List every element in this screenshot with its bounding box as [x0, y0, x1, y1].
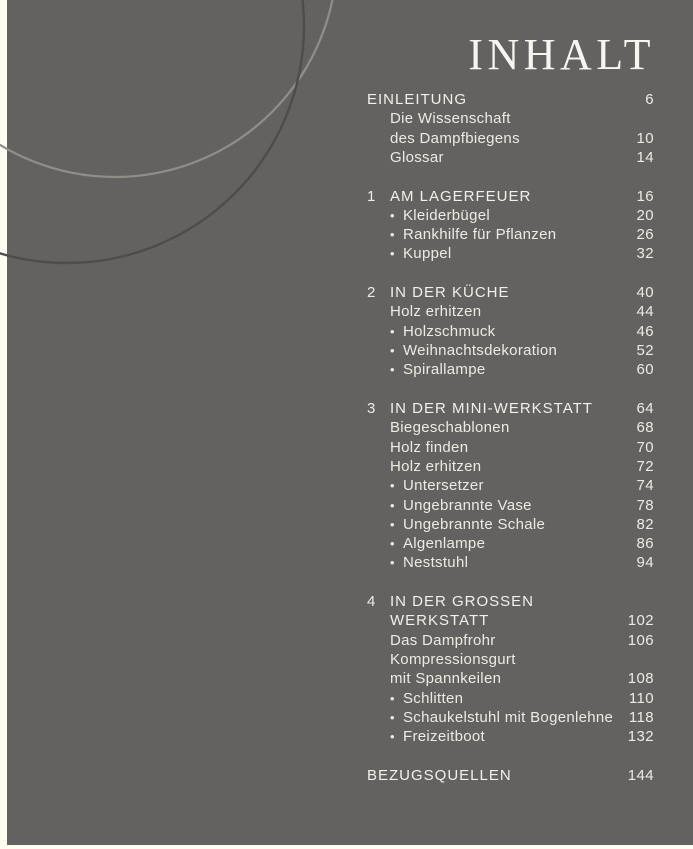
- toc-entry-label: Spirallampe: [403, 361, 486, 379]
- page-number: 86: [636, 535, 654, 553]
- toc-entry-label: Freizeitboot: [403, 728, 485, 746]
- page-number: 68: [636, 419, 654, 437]
- toc-row: [367, 553, 654, 572]
- bullet-icon: •: [390, 343, 395, 359]
- toc-entry-label: Holzschmuck: [403, 322, 496, 340]
- toc-entry-label: Ungebrannte Schale: [403, 515, 546, 533]
- toc-row: [367, 669, 654, 688]
- toc-row: [367, 302, 654, 321]
- toc-group: [367, 283, 654, 379]
- bullet-icon: •: [390, 207, 395, 223]
- toc-row: [367, 496, 654, 515]
- toc-list: [367, 90, 654, 785]
- toc-row: [367, 457, 654, 476]
- toc-entry-label: Kompressionsgurt: [390, 650, 516, 668]
- toc-row: [367, 515, 654, 534]
- bullet-icon: •: [390, 227, 395, 243]
- page-number: 52: [636, 342, 654, 360]
- page-number: 46: [636, 322, 654, 340]
- toc-row: [367, 650, 654, 669]
- toc-entry-label: Algenlampe: [403, 535, 486, 553]
- toc-row: [367, 631, 654, 650]
- page-number: 20: [636, 206, 654, 224]
- toc-row: [367, 360, 654, 379]
- decorative-circle-light: [0, 0, 337, 177]
- bullet-icon: •: [390, 729, 395, 745]
- toc-entry-label: Biegeschablonen: [390, 419, 510, 437]
- page-number: 44: [636, 303, 654, 321]
- toc-entry-label: IN DER GROSSEN: [390, 593, 535, 611]
- bullet-icon: •: [390, 555, 395, 571]
- toc-row: [367, 244, 654, 263]
- toc-entry-label: Ungebrannte Vase: [403, 496, 532, 514]
- toc-row: [367, 534, 654, 553]
- bullet-icon: •: [390, 323, 395, 339]
- toc-row: [367, 206, 654, 225]
- toc-entry-label: Glossar: [390, 148, 444, 166]
- toc-entry-label: Rankhilfe für Pflanzen: [403, 226, 557, 244]
- bullet-icon: •: [390, 536, 395, 552]
- toc-group: [367, 399, 654, 573]
- toc-entry-label: mit Spannkeilen: [390, 670, 502, 688]
- page-number: 94: [636, 554, 654, 572]
- toc-row: [367, 322, 654, 341]
- toc-row: [367, 766, 654, 785]
- page-number: 40: [636, 284, 654, 302]
- page-number: 10: [636, 129, 654, 147]
- page-number: 64: [636, 400, 654, 418]
- page-number: 74: [636, 477, 654, 495]
- toc-row: [367, 90, 654, 109]
- bullet-icon: •: [390, 246, 395, 262]
- toc-entry-label: Neststuhl: [403, 554, 469, 572]
- bullet-icon: •: [390, 709, 395, 725]
- toc-entry-label: IN DER MINI-WERKSTATT: [390, 400, 593, 418]
- page-number: 102: [627, 612, 654, 630]
- page-number: 6: [645, 91, 654, 108]
- toc-entry-label: IN DER KÜCHE: [390, 284, 510, 302]
- page-number: 60: [636, 361, 654, 379]
- page-number: 70: [636, 438, 654, 456]
- toc-row: [367, 438, 654, 457]
- toc-group: [367, 90, 654, 167]
- toc-row: [367, 129, 654, 148]
- toc-entry-label: Weihnachtsdekoration: [403, 342, 558, 360]
- chapter-number: 2: [367, 284, 376, 302]
- page-number: 108: [627, 670, 654, 688]
- toc-entry-label: Die Wissenschaft: [390, 110, 511, 128]
- toc-group: [367, 187, 654, 264]
- page-number: 26: [636, 226, 654, 244]
- toc-row: [367, 399, 654, 418]
- toc-row: [367, 592, 654, 611]
- page-number: 72: [636, 457, 654, 475]
- toc-row: [367, 187, 654, 206]
- toc-row: [367, 109, 654, 128]
- page-number: 118: [628, 708, 654, 726]
- toc-row: [367, 225, 654, 244]
- toc-group: [367, 592, 654, 746]
- toc-row: [367, 341, 654, 360]
- toc-entry-label: Untersetzer: [403, 477, 484, 495]
- toc-row: [367, 418, 654, 437]
- toc-entry-label: EINLEITUNG: [367, 91, 468, 108]
- page-number: 106: [627, 631, 654, 649]
- bullet-icon: •: [390, 362, 395, 378]
- toc-entry-label: Holz finden: [390, 438, 469, 456]
- page-number: 16: [636, 187, 654, 205]
- toc-entry-label: Kuppel: [403, 245, 452, 263]
- bullet-icon: •: [390, 478, 395, 494]
- bullet-icon: •: [390, 516, 395, 532]
- bullet-icon: •: [390, 497, 395, 513]
- toc-entry-label: Holz erhitzen: [390, 303, 482, 321]
- toc-entry-label: BEZUGSQUELLEN: [367, 766, 512, 784]
- page-number: 144: [627, 766, 654, 784]
- toc-entry-label: Holz erhitzen: [390, 457, 482, 475]
- page-number: 14: [636, 148, 654, 166]
- toc-entry-label: Das Dampfrohr: [390, 631, 496, 649]
- toc-entry-label: AM LAGERFEUER: [390, 187, 532, 205]
- chapter-number: 1: [367, 187, 376, 205]
- toc-row: [367, 283, 654, 302]
- toc-row: [367, 689, 654, 708]
- page-number: 132: [627, 728, 654, 746]
- toc-row: [367, 727, 654, 746]
- toc-entry-label: WERKSTATT: [390, 612, 490, 630]
- toc-entry-label: Schlitten: [403, 689, 464, 707]
- toc-row: [367, 476, 654, 495]
- toc-entry-label: Schaukelstuhl mit Bogenlehne: [403, 708, 614, 726]
- toc-entry-label: Kleiderbügel: [403, 206, 490, 224]
- page-number: 32: [636, 245, 654, 263]
- toc-row: [367, 708, 654, 727]
- decorative-circle-dark: [0, 0, 304, 263]
- page-number: 82: [636, 515, 654, 533]
- toc-entry-label: des Dampfbiegens: [390, 129, 520, 147]
- chapter-number: 4: [367, 593, 376, 611]
- page-number: 78: [636, 496, 654, 514]
- toc-row: [367, 611, 654, 630]
- page-number: 110: [628, 689, 654, 707]
- page-title: INHALT: [468, 30, 655, 79]
- toc-row: [367, 148, 654, 167]
- toc-group: [367, 766, 654, 785]
- chapter-number: 3: [367, 400, 376, 418]
- bullet-icon: •: [390, 690, 395, 706]
